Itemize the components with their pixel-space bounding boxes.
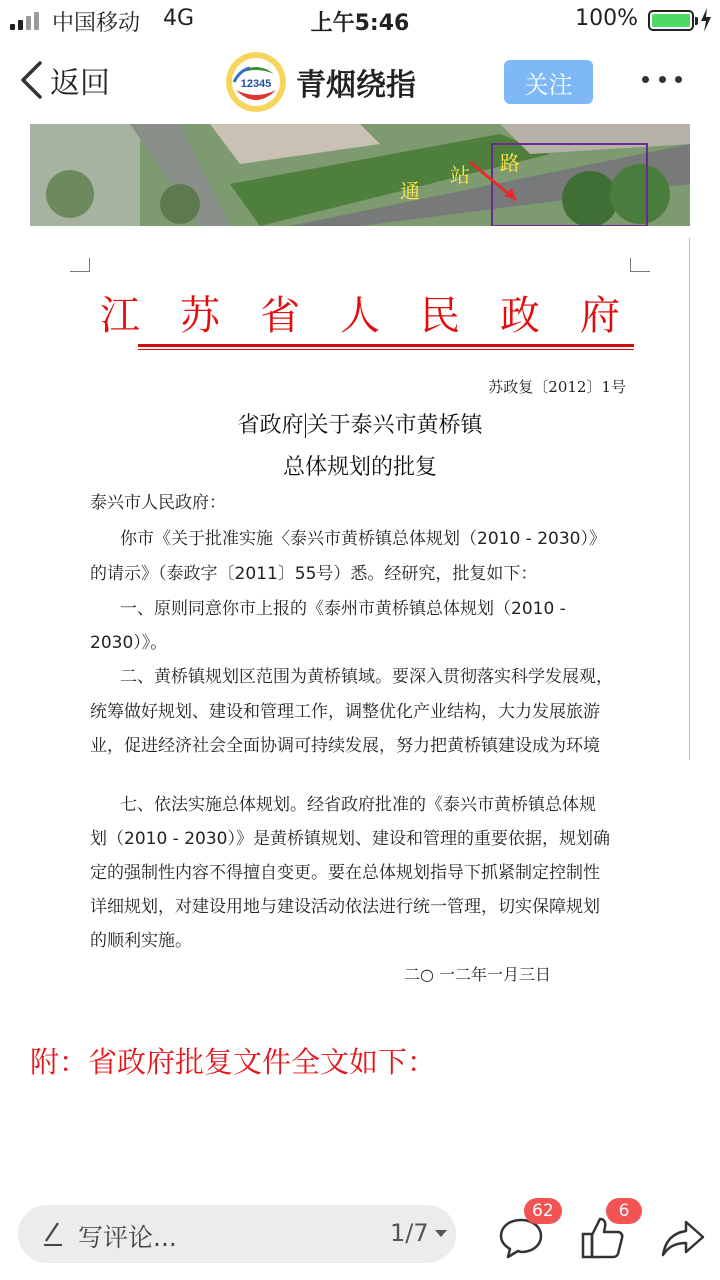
back-label: 返回 <box>50 66 110 101</box>
red-rule-thin <box>138 349 634 350</box>
title-part-a: 省政府 <box>237 413 304 438</box>
account-name[interactable]: 青烟绕指 <box>296 68 416 103</box>
header-char: 政 <box>500 293 540 339</box>
text-cursor <box>305 413 306 438</box>
body-line: 详细规划，对建设用地与建设活动依法进行统一管理，切实保障规划 <box>90 897 600 917</box>
caret-down-icon <box>435 1230 447 1237</box>
svg-text:路: 路 <box>500 151 520 175</box>
share-icon <box>660 1218 706 1258</box>
header-char: 江 <box>100 293 140 339</box>
like-count-badge: 6 <box>606 1198 642 1224</box>
status-bar <box>0 0 720 40</box>
body-line: 定的强制性内容不得擅自变更。要在总体规划指导下抓紧制定控制性 <box>90 863 600 883</box>
body-line: 划（2010 - 2030）》是黄桥镇规划、建设和管理的重要依据，规划确 <box>90 829 610 849</box>
back-button[interactable] <box>18 58 110 102</box>
comment-input[interactable] <box>18 1205 456 1263</box>
body-line: 2030）》。 <box>90 633 168 653</box>
page-indicator: 1/7 <box>390 1219 429 1247</box>
header-char: 民 <box>420 293 460 339</box>
body-line: 统筹做好规划、建设和管理工作，调整优化产业结构，大力发展旅游 <box>90 702 600 722</box>
carrier-name: 中国移动 <box>52 11 141 36</box>
attachment-note: 附：省政府批复文件全文如下： <box>30 1045 437 1079</box>
share-button[interactable] <box>660 1218 706 1258</box>
page-edge-line <box>689 238 690 760</box>
pen-icon <box>42 1221 64 1247</box>
battery-icon <box>648 10 694 31</box>
body-line: 的请示》（泰政字〔2011〕55号）悉。经研究，批复如下： <box>90 564 538 584</box>
follow-button[interactable]: 关注 <box>504 60 593 104</box>
document-title-line2: 总体规划的批复 <box>282 455 437 480</box>
account-logo-graphic <box>226 52 286 112</box>
header-char: 人 <box>340 293 380 339</box>
header-char: 府 <box>580 293 620 339</box>
body-line: 的顺利实施。 <box>90 931 192 951</box>
body-line: 二、黄桥镇规划区范围为黄桥镇域。要深入贯彻落实科学发展观， <box>120 667 613 687</box>
nav-bar <box>0 40 720 124</box>
map-banner-image <box>30 124 690 226</box>
page-selector[interactable] <box>390 1219 447 1247</box>
body-line: 你市《关于批准实施〈泰兴市黄桥镇总体规划（2010 - 2030）》 <box>120 529 606 549</box>
document-title-line1 <box>30 408 690 439</box>
network-type: 4G <box>163 6 195 31</box>
crop-mark-left <box>70 258 90 272</box>
charging-icon <box>700 8 712 32</box>
document-number: 苏政复〔2012〕1号 <box>488 378 626 396</box>
body-line: 一、原则同意你市上报的《泰州市黄桥镇总体规划（2010 - <box>120 599 566 619</box>
body-line: 业，促进经济社会全面协调可持续发展，努力把黄桥镇建设成为环境 <box>90 736 600 756</box>
more-icon[interactable] <box>642 76 682 86</box>
header-char: 苏 <box>180 293 220 339</box>
title-part-b: 关于泰兴市黄桥镇 <box>306 413 483 438</box>
body-line: 七、依法实施总体规划。经省政府批准的《泰兴市黄桥镇总体规 <box>120 795 596 815</box>
account-logo[interactable] <box>226 52 286 112</box>
red-rule <box>138 344 634 347</box>
comment-placeholder: 写评论... <box>78 1223 177 1252</box>
crop-mark-right <box>630 258 650 272</box>
svg-text:站: 站 <box>450 163 470 187</box>
bottom-bar <box>0 1196 720 1280</box>
document-date: 二○ 一二年一月三日 <box>404 965 552 984</box>
status-time: 上午5:46 <box>310 11 410 36</box>
comment-count-badge: 62 <box>524 1198 562 1224</box>
government-header <box>100 284 620 341</box>
addressee: 泰兴市人民政府： <box>90 493 226 513</box>
back-chevron-icon <box>18 60 44 100</box>
document-image <box>30 238 690 984</box>
svg-text:通: 通 <box>400 179 420 203</box>
map-banner-graphic <box>30 124 690 226</box>
svg-text:12345: 12345 <box>240 78 272 90</box>
battery-percent: 100% <box>575 6 638 31</box>
header-char: 省 <box>260 293 300 339</box>
